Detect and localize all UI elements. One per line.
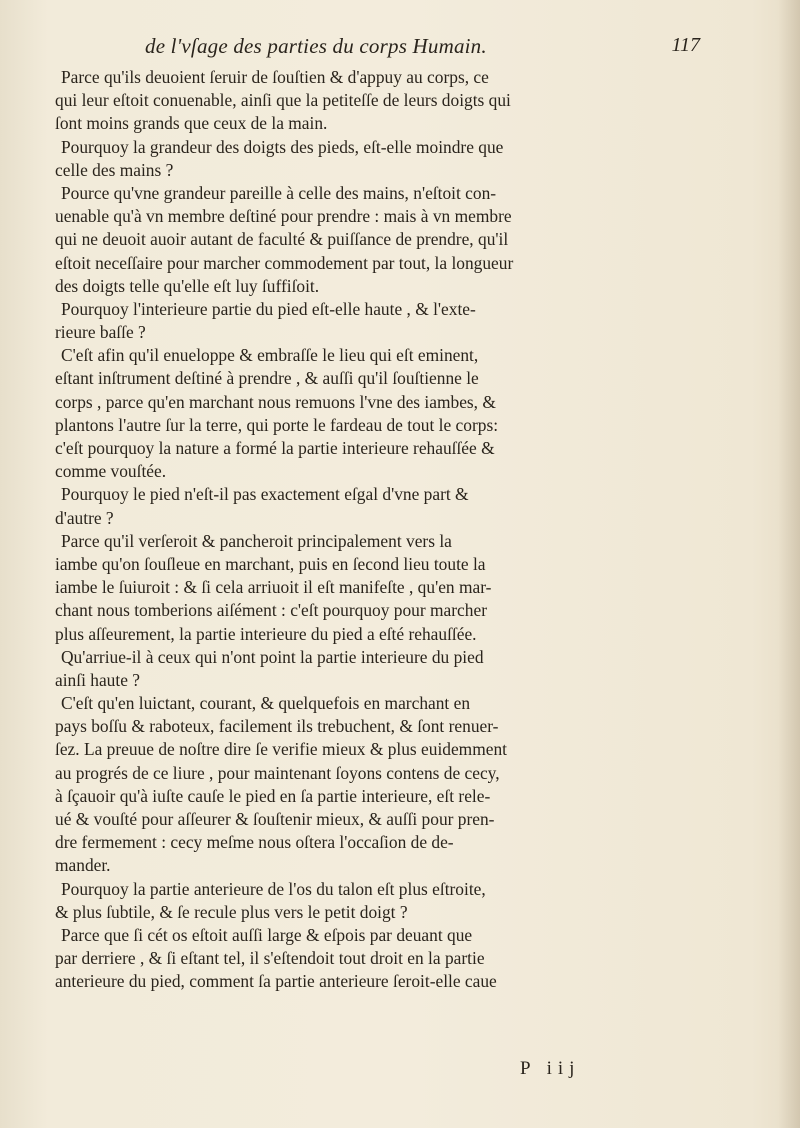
text-line: iambe qu'on ſouſleue en marchant, puis en ſecond lieu toute la [55, 553, 486, 574]
text-line: celle des mains ? [55, 159, 174, 180]
text-line: par derriere , & ſi eſtant tel, il s'eſtendoit tout droit en la partie [55, 948, 485, 969]
text-line: C'eſt afin qu'il enueloppe & embraſſe le lieu qui eſt eminent, [61, 345, 479, 366]
text-line: C'eſt qu'en luictant, courant, & quelquefois en marchant en [61, 693, 471, 714]
text-line: au progrés de ce liure , pour maintenant ſoyons contens de cecy, [55, 762, 500, 783]
text-line: Pource qu'vne grandeur pareille à celle des mains, n'eſtoit con- [61, 182, 497, 203]
text-line: mander. [55, 855, 111, 876]
text-line: ué & vouſté pour aſſeurer & ſouſtenir mieux, & auſſi pour pren- [55, 809, 495, 829]
text-line: corps , parce qu'en marchant nous remuons l'vne des iambes, & [55, 391, 496, 412]
text-line: Parce qu'ils deuoient ſeruir de ſouſtien & d'appuy au corps, ce [61, 67, 489, 87]
text-line: ſont moins grands que ceux de la main. [55, 113, 328, 134]
signature-mark: P iij [520, 1058, 581, 1079]
text-line: chant nous tomberions aiſément : c'eſt pourquoy pour marcher [55, 600, 487, 621]
text-line: dre fermement : cecy meſme nous oſtera l'occaſion de de- [55, 832, 454, 853]
text-line: & plus ſubtile, & ſe recule plus vers le petit doigt ? [55, 901, 408, 922]
text-line: à ſçauoir qu'à iuſte cauſe le pied en ſa partie interieure, eſt rele- [55, 785, 491, 806]
text-line: d'autre ? [55, 507, 114, 528]
text-line: qui leur eſtoit conuenable, ainſi que la petiteſſe de leurs doigts qui [55, 90, 511, 111]
text-line: plus aſſeurement, la partie interieure du pied a eſté rehauſſée. [55, 623, 477, 644]
text-line: anterieure du pied, comment ſa partie anterieure ſeroit-elle caue [55, 971, 497, 992]
text-line: eſtant inſtrument deſtiné à prendre , & auſſi qu'il ſouſtienne le [55, 368, 479, 389]
text-line: rieure baſſe ? [55, 322, 146, 343]
text-line: Pourquoy la partie anterieure de l'os du talon eſt plus eſtroite, [61, 878, 486, 899]
text-line: Parce qu'il verſeroit & pancheroit principalement vers la [61, 530, 452, 551]
text-line: Parce que ſi cét os eſtoit auſſi large & eſpois par deuant que [61, 924, 473, 945]
text-line: uenable qu'à vn membre deſtiné pour prendre : mais à vn membre [55, 206, 512, 227]
page-header [0, 30, 800, 64]
running-head: de l'vſage des parties du corps Humain. [145, 34, 487, 58]
text-line: c'eſt pourquoy la nature a formé la partie interieure rehauſſée & [55, 438, 495, 458]
text-line: Qu'arriue-il à ceux qui n'ont point la partie interieure du pied [61, 646, 484, 667]
text-line: comme vouſtée. [55, 461, 167, 482]
text-line: pays boſſu & raboteux, facilement ils trebuchent, & ſont renuer- [55, 716, 499, 737]
text-line: eſtoit neceſſaire pour marcher commodement par tout, la longueur [55, 252, 514, 273]
text-line: Pourquoy la grandeur des doigts des pieds, eſt-elle moindre que [61, 136, 504, 157]
text-line: ſez. La preuue de noſtre dire ſe verifie mieux & plus euidemment [55, 739, 507, 760]
page-edge-shadow [778, 0, 800, 1128]
text-line: des doigts telle qu'elle eſt luy ſuffiſoit. [55, 275, 320, 296]
page-number: 117 [671, 34, 700, 56]
text-line: qui ne deuoit auoir autant de faculté & puiſſance de prendre, qu'il [55, 229, 509, 250]
text-line: plantons l'autre ſur la terre, qui porte le fardeau de tout le corps: [55, 414, 499, 435]
text-line: iambe le ſuiuroit : & ſi cela arriuoit il eſt manifeſte , qu'en mar- [55, 577, 492, 598]
body-text [55, 66, 655, 994]
text-line: Pourquoy le pied n'eſt-il pas exactement eſgal d'vne part & [61, 484, 469, 505]
text-line: ainſi haute ? [55, 669, 140, 690]
text-line: Pourquoy l'interieure partie du pied eſt-elle haute , & l'exte- [61, 298, 476, 319]
